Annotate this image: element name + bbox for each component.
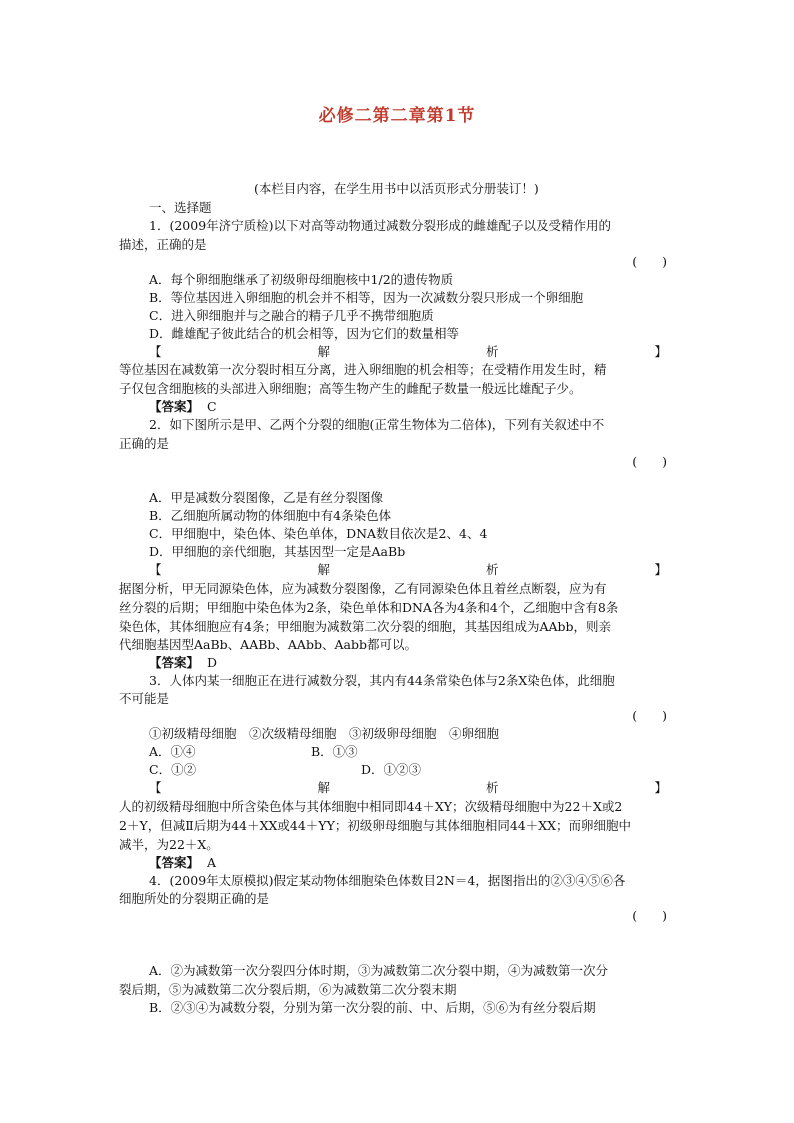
- page-title: 必修二第二章第1节: [318, 106, 476, 126]
- q4-stem-line1: 4．(2009年太原模拟)假定某动物体细胞染色体数目2N＝4，据图指出的②③④⑤⑥各: [149, 873, 626, 888]
- q1-option-b: B．等位基因进入卵细胞的机会并不相等，因为一次减数分裂只形成一个卵细胞: [149, 290, 584, 305]
- q3-analysis-line2: 2＋Y，但减Ⅱ后期为44＋XX或44＋YY；初级卵母细胞与其体细胞相同44＋XX；而卵细胞中: [119, 818, 632, 833]
- q1-option-c: C．进入卵细胞并与之融合的精子几乎不携带细胞质: [149, 308, 434, 323]
- q3-items: ①初级精母细胞 ②次级精母细胞 ③初级卵母细胞 ④卵细胞: [149, 726, 500, 741]
- answer-value: C: [206, 399, 217, 414]
- q3-analysis-line3: 减半，为22＋X。: [119, 837, 219, 852]
- q3-option-d: D．①②③: [361, 762, 422, 777]
- q2-option-b: B．乙细胞所属动物的体细胞中有4条染色体: [149, 508, 392, 523]
- q3-answer-bracket: ( ): [632, 708, 667, 723]
- q3-answer: [149, 854, 697, 872]
- q3-analysis-line1: 人的初级精母细胞中所含染色体与其体细胞中相同即44＋XY；次级精母细胞中为22＋X或2: [119, 799, 623, 814]
- q4-option-a-line1: A．②为减数第一次分裂四分体时期，③为减数第二次分裂中期，④为减数第一次分: [149, 963, 609, 978]
- q2-analysis-heading: [149, 561, 667, 579]
- q2-analysis-line3: 染色体，其体细胞应有4条；甲细胞为减数第二次分裂的细胞，其基因组成为AAbb，则亲: [119, 619, 612, 634]
- q1-option-a: A．每个卵细胞继承了初级卵母细胞核中1/2的遗传物质: [149, 272, 454, 287]
- q4-option-a-line2: 裂后期，⑤为减数第二次分裂后期，⑥为减数第二次分裂末期: [119, 982, 457, 997]
- answer-label: 【答案】: [149, 855, 200, 870]
- answer-label: 【答案】: [149, 399, 200, 414]
- bracket-open: 【: [149, 344, 162, 359]
- analysis-char-2: 析: [485, 562, 499, 577]
- q3-option-b: B．①③: [311, 744, 358, 759]
- q2-stem-line2: 正确的是: [119, 436, 170, 451]
- q4-answer-bracket: ( ): [632, 908, 667, 923]
- q3-analysis-heading: [149, 779, 667, 797]
- q2-option-c: C．甲细胞中，染色体、染色单体，DNA数目依次是2、4、4: [149, 526, 488, 541]
- q2-answer: [149, 654, 697, 672]
- q1-answer-bracket: ( ): [632, 254, 667, 269]
- q1-analysis-line2: 子仅包含细胞核的头部进入卵细胞；高等生物产生的雌配子数量一般远比雄配子少。: [119, 381, 582, 396]
- analysis-char-1: 解: [317, 344, 330, 359]
- q2-option-d: D．甲细胞的亲代细胞，其基因型一定是AaBb: [149, 544, 406, 559]
- bracket-close: 】: [654, 344, 667, 359]
- analysis-char-1: 解: [317, 562, 330, 577]
- binding-note: (本栏目内容，在学生用书中以活页形式分册装订！): [254, 181, 539, 196]
- q4-option-b: B．②③④为减数分裂，分别为第一次分裂的前、中、后期，⑤⑥为有丝分裂后期: [149, 1000, 596, 1015]
- q1-stem-line1: 1．(2009年济宁质检)以下对高等动物通过减数分裂形成的雌雄配子以及受精作用的: [149, 218, 612, 233]
- q1-analysis-line1: 等位基因在减数第一次分裂时相互分离，进入卵细胞的机会相等；在受精作用发生时，精: [119, 362, 607, 377]
- q2-analysis-line1: 据图分析，甲无同源染色体，应为减数分裂图像，乙有同源染色体且着丝点断裂，应为有: [119, 581, 607, 596]
- q1-answer: [149, 398, 697, 416]
- q3-stem-line1: 3．人体内某一细胞正在进行减数分裂，其内有44条常染色体与2条X染色体，此细胞: [149, 673, 615, 688]
- section-heading: 一、选择题: [149, 200, 212, 215]
- q3-option-a: A．①④: [149, 744, 196, 759]
- q2-stem-line1: 2．如下图所示是甲、乙两个分裂的细胞(正常生物体为二倍体)，下列有关叙述中不: [149, 417, 605, 432]
- answer-label: 【答案】: [149, 655, 200, 670]
- analysis-char-2: 析: [485, 344, 499, 359]
- answer-value: A: [206, 855, 216, 870]
- bracket-close: 】: [654, 780, 667, 795]
- q2-option-a: A．甲是减数分裂图像，乙是有丝分裂图像: [149, 490, 384, 505]
- analysis-char-2: 析: [485, 780, 499, 795]
- q2-analysis-line2: 丝分裂的后期；甲细胞中染色体为2条，染色单体和DNA各为4条和4个，乙细胞中含有8条: [119, 600, 619, 615]
- bracket-open: 【: [149, 562, 162, 577]
- q3-stem-line2: 不可能是: [119, 691, 170, 706]
- q2-analysis-line4: 代细胞基因型AaBb、AABb、AAbb、Aabb都可以。: [119, 637, 417, 652]
- bracket-close: 】: [654, 562, 667, 577]
- q1-analysis-heading: [149, 343, 667, 361]
- answer-value: D: [206, 655, 217, 670]
- q1-stem-line2: 描述，正确的是: [119, 237, 207, 252]
- q3-option-c: C．①②: [149, 762, 197, 777]
- q2-answer-bracket: ( ): [632, 454, 667, 469]
- analysis-char-1: 解: [317, 780, 330, 795]
- q1-option-d: D．雌雄配子彼此结合的机会相等，因为它们的数量相等: [149, 326, 460, 341]
- bracket-open: 【: [149, 780, 162, 795]
- q4-stem-line2: 细胞所处的分裂期正确的是: [119, 891, 270, 906]
